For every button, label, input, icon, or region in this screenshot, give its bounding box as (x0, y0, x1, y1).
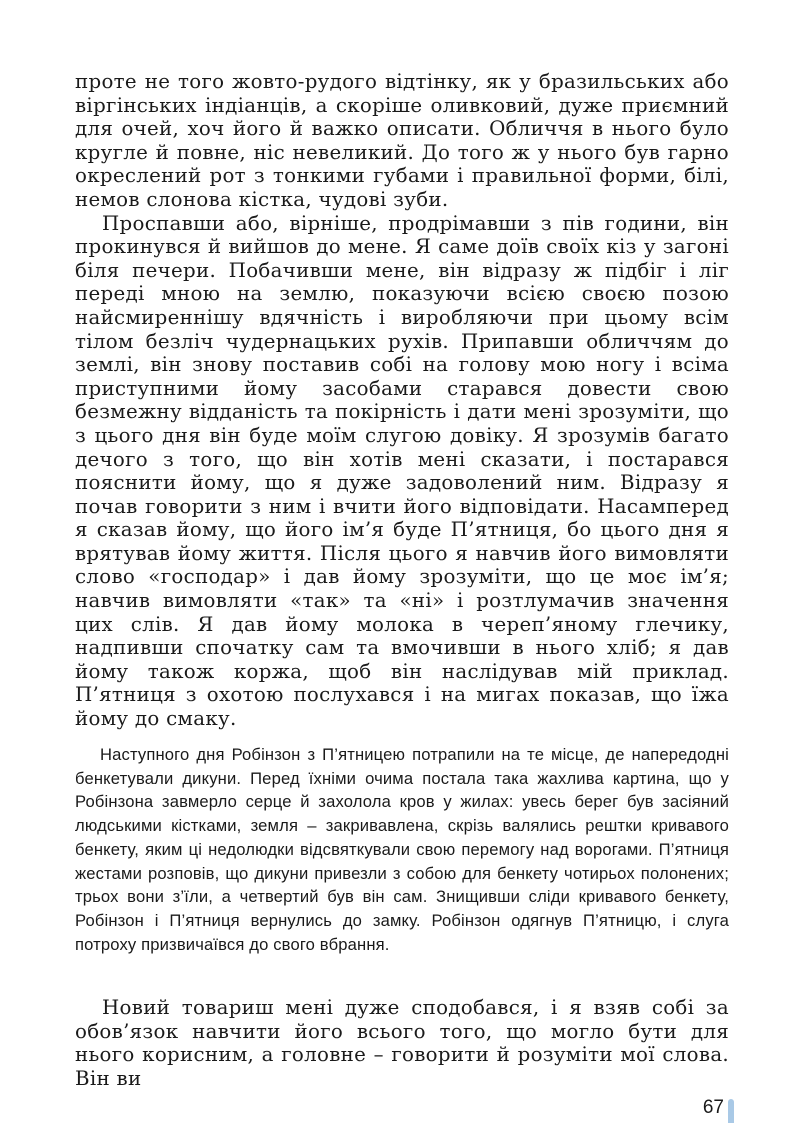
main-text-top (75, 70, 729, 731)
page-edge-marker (728, 1099, 734, 1123)
summary-block (75, 743, 729, 956)
paragraph-continuation: проте не того жовто-рудого відтінку, як у бразильських або віргінських індіанців, а скоріше оливковий, дуже приємний для очей, хоч його й важко описати. Обличчя в нього було кругле й повне, ніс невеликий. До того ж у нього був гарно окреслений рот з тонкими губами і правильної форми, білі, немов слонова кістка, чудові зуби. (75, 70, 729, 211)
page-number: 67 (702, 1097, 724, 1118)
main-text-bottom (75, 996, 729, 1090)
summary-paragraph: Наступного дня Робінзон з П’ятницею потрапили на те місце, де напередодні бенкетували дикуни. Перед їхніми очима постала така жахлива картина, що у Робінзона завмерло серце й захолола кров у жилах: увесь берег був засіяний людськими кістками, земля – закривавлена, скрізь валялись рештки кривавого бенкету, яким ці недолюдки відсвяткували свою перемогу над ворогами. П’ятниця жестами розповів, що дикуни привезли з собою для бенкету чотирьох полонених; трьох вони з’їли, а четвертий був він сам. Знищивши сліди кривавого бенкету, Робінзон і П’ятниця вернулись до замку. Робінзон одягнув П’ятницю, і слуга потроху призвичаївся до свого вбрання. (75, 745, 729, 954)
paragraph-friday-naming: Проспавши або, вірніше, продрімавши з пів години, він прокинувся й вийшов до мене. Я саме доїв своїх кіз у загоні біля печери. Побачивши мене, він відразу ж підбіг і ліг переді мною на землю, показуючи всією своєю позою найсмиреннішу вдячність і виробляючи при цьому всім тілом безліч чудернацьких рухів. Припавши обличчям до землі, він знову поставив собі на голову мою ногу і всіма приступними йому засобами старався довести свою безмежну відданість та покірність і дати мені зрозуміти, що з цього дня він буде моїм слугою довіку. Я зрозумів багато дечого з того, що він хотів мені сказати, і постарався пояснити йому, що я дуже задоволений ним. Відразу я почав говорити з ним і вчити його відповідати. Насамперед я сказав йому, що його ім’я буде П’ятниця, бо цього дня я врятував йому життя. Після цього я навчив його вимовляти слово «господар» і дав йому зрозуміти, що це моє ім’я; навчив вимовляти «так» та «ні» і розтлумачив значення цих слів. Я дав йому молока в череп’яному глечику, надпивши спочатку сам та вмочивши в нього хліб; я дав йому також коржа, щоб він наслідував мій приклад. П’ятниця з охотою послухався і на мигах показав, що їжа йому до смаку. (75, 211, 729, 731)
paragraph-new-companion: Новий товариш мені дуже сподобався, і я взяв собі за обов’язок навчити його всього того, що могло бути для нього корисним, а головне – говорити й розуміти мої слова. Він ви (75, 996, 729, 1090)
